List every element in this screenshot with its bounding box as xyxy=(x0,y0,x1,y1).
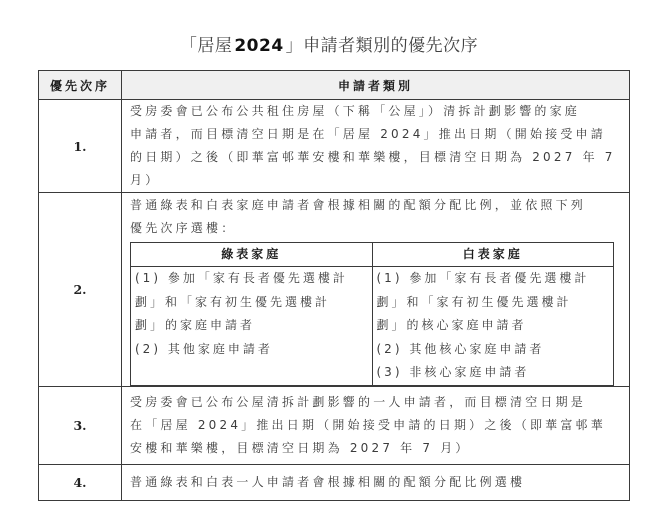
priority-table xyxy=(38,70,630,501)
text-line: 普通綠表和白表一人申請者會根據相關的配額分配比例選樓 xyxy=(130,474,526,489)
subtable-header-row xyxy=(131,243,614,267)
table-row xyxy=(39,464,630,500)
subtable-row xyxy=(131,267,614,386)
header-priority: 優先次序 xyxy=(39,71,122,100)
title-year: 2024 xyxy=(234,36,284,56)
priority-number: 3. xyxy=(39,386,122,464)
text-line: 月） xyxy=(130,173,161,187)
priority-number: 2. xyxy=(39,193,122,387)
priority-number: 1. xyxy=(39,100,122,193)
text-line: 劃」的家庭申請者 xyxy=(135,318,256,332)
text-line: 申請者，而目標清空日期是在「居屋 2024」推出日期（開始接受申請 xyxy=(130,127,606,141)
header-row xyxy=(39,71,630,100)
text-line: 普通綠表和白表家庭申請者會根據相關的配額分配比例，並依照下列 xyxy=(130,198,587,212)
header-green-form: 綠表家庭 xyxy=(131,243,373,267)
text-line: 受房委會已公布公屋清拆計劃影響的一人申請者，而目標清空日期是 xyxy=(130,394,587,409)
table-row xyxy=(39,193,630,387)
text-line: 劃」和「家有初生優先選樓計 xyxy=(376,294,572,309)
white-form-priorities xyxy=(372,267,614,386)
table-row xyxy=(39,100,630,193)
category-description xyxy=(122,193,630,387)
text-line: 優先次序選樓： xyxy=(130,221,237,235)
text-line: (1) 參加「家有長者優先選樓計 xyxy=(376,271,590,285)
table-row xyxy=(39,386,630,464)
text-line: 劃」的核心家庭申請者 xyxy=(376,318,527,332)
title-suffix: 」申請者類別的優先次序 xyxy=(285,36,479,56)
text-line: (3) 非核心家庭申請者 xyxy=(376,365,530,379)
text-line: 劃」和「家有初生優先選樓計 xyxy=(135,294,331,309)
header-white-form: 白表家庭 xyxy=(372,243,614,267)
text-line: (2) 其他核心家庭申請者 xyxy=(376,341,545,356)
green-form-priorities xyxy=(131,267,373,386)
category-description xyxy=(122,386,630,464)
text-line: (2) 其他家庭申請者 xyxy=(135,341,273,356)
text-line: 安樓和華樂樓，目標清空日期為 2027 年 7 月） xyxy=(130,440,471,455)
text-line: (1) 參加「家有長者優先選樓計 xyxy=(135,271,348,285)
text-line: 受房委會已公布公共租住房屋（下稱「公屋」）清拆計劃影響的家庭 xyxy=(130,104,581,118)
household-subtable xyxy=(130,242,614,386)
text-line: 的日期）之後（即華富邨華安樓和華樂樓，目標清空日期為 2027 年 7 xyxy=(130,150,616,164)
header-category: 申請者類別 xyxy=(122,71,630,100)
category-description xyxy=(122,100,630,193)
text-line: 在「居屋 2024」推出日期（開始接受申請的日期）之後（即華富邨華 xyxy=(130,417,606,432)
category-description xyxy=(122,464,630,500)
priority-number: 4. xyxy=(39,464,122,500)
title-prefix: 「居屋 xyxy=(179,36,233,56)
document-title xyxy=(0,31,658,56)
